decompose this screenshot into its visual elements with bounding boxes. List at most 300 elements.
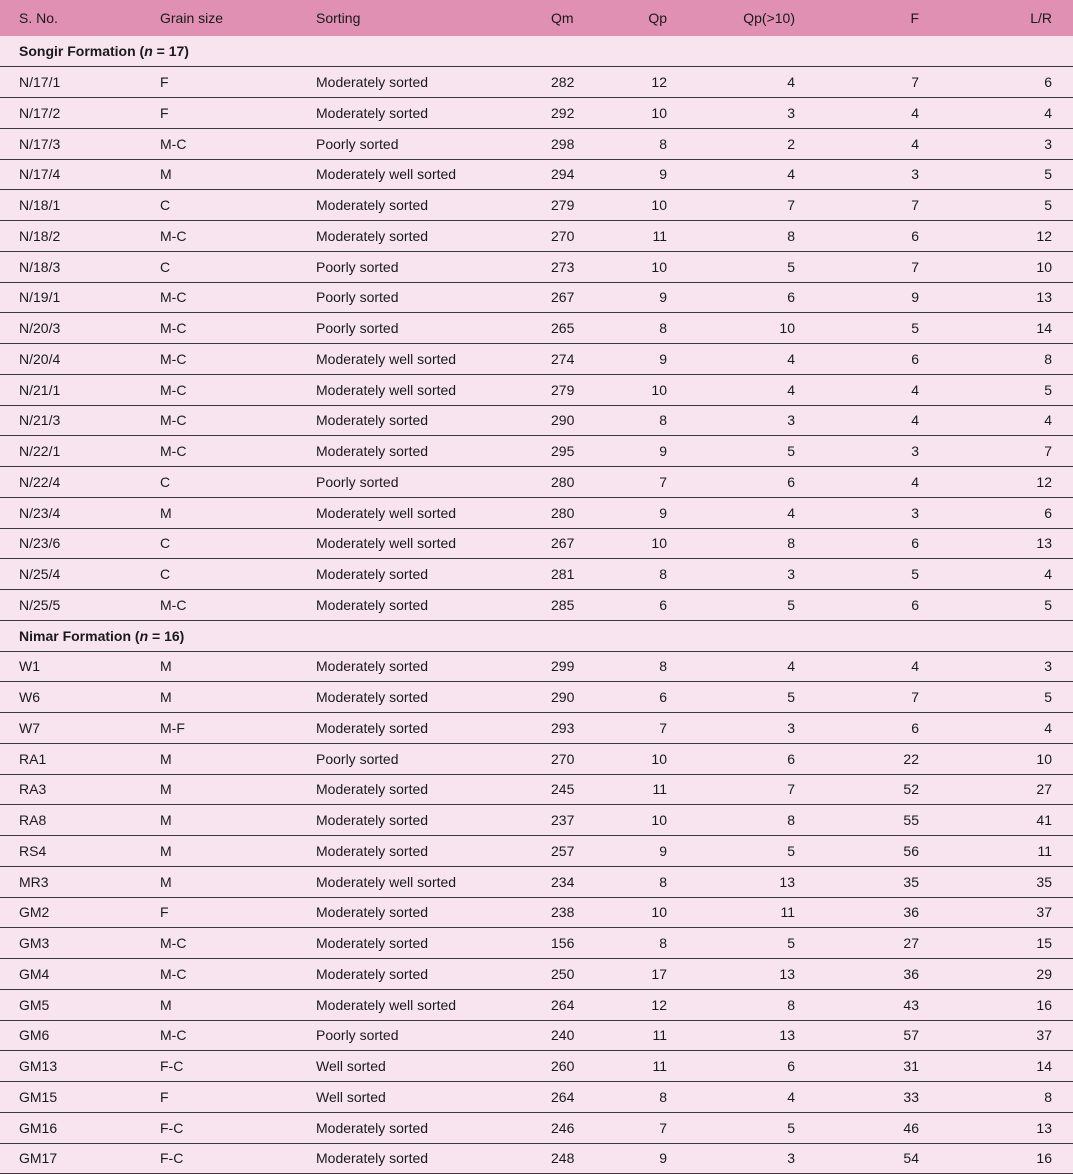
cell-sample-no: N/21/1: [0, 374, 141, 405]
cell-f: 31: [816, 1051, 940, 1082]
header-sorting: Sorting: [316, 10, 361, 26]
table-row: [0, 528, 1073, 559]
cell-qm: 298: [525, 128, 579, 159]
cell-lr: 16: [940, 1143, 1073, 1174]
cell-qp-gt10: 7: [688, 190, 816, 221]
cell-grain-size: M-C: [141, 436, 297, 467]
cell-qm: 267: [525, 282, 579, 313]
cell-lr: 4: [940, 713, 1073, 744]
cell-qm: 265: [525, 313, 579, 344]
header-sample-no: S. No.: [19, 10, 58, 26]
cell-lr: 3: [940, 651, 1073, 682]
cell-f: 36: [816, 959, 940, 990]
cell-lr: 8: [940, 1082, 1073, 1113]
cell-grain-size: M-C: [141, 405, 297, 436]
cell-f: 55: [816, 805, 940, 836]
cell-qp-gt10: 5: [688, 1112, 816, 1143]
cell-grain-size: C: [141, 190, 297, 221]
cell-grain-size: M: [141, 497, 297, 528]
cell-qp-gt10: 8: [688, 805, 816, 836]
cell-sample-no: GM3: [0, 928, 141, 959]
cell-sorting: Poorly sorted: [297, 313, 525, 344]
cell-qp: 8: [579, 128, 688, 159]
cell-f: 3: [816, 436, 940, 467]
cell-qp: 7: [579, 467, 688, 498]
cell-sample-no: N/19/1: [0, 282, 141, 313]
section-header-row: [0, 36, 1073, 67]
cell-sample-no: N/22/1: [0, 436, 141, 467]
cell-qp: 9: [579, 344, 688, 375]
cell-sorting: Well sorted: [297, 1051, 525, 1082]
cell-sorting: Moderately sorted: [297, 897, 525, 928]
cell-grain-size: M-C: [141, 313, 297, 344]
cell-grain-size: F: [141, 1082, 297, 1113]
section-n-symbol: n: [144, 43, 153, 60]
cell-lr: 11: [940, 836, 1073, 867]
table-row: [0, 251, 1073, 282]
cell-qp: 8: [579, 928, 688, 959]
cell-qp: 8: [579, 651, 688, 682]
cell-qp: 6: [579, 682, 688, 713]
cell-sample-no: GM17: [0, 1143, 141, 1174]
section-title: [0, 36, 1073, 67]
cell-qm: 257: [525, 836, 579, 867]
cell-qp-gt10: 4: [688, 651, 816, 682]
cell-sample-no: W1: [0, 651, 141, 682]
cell-sorting: Poorly sorted: [297, 743, 525, 774]
cell-qp: 8: [579, 1082, 688, 1113]
cell-sorting: Moderately sorted: [297, 1143, 525, 1174]
cell-f: 6: [816, 713, 940, 744]
cell-qm: 270: [525, 743, 579, 774]
cell-qm: 299: [525, 651, 579, 682]
cell-lr: 29: [940, 959, 1073, 990]
table-row: [0, 651, 1073, 682]
cell-sample-no: GM15: [0, 1082, 141, 1113]
cell-qp-gt10: 4: [688, 159, 816, 190]
cell-sorting: Moderately sorted: [297, 651, 525, 682]
cell-f: 27: [816, 928, 940, 959]
table-row: [0, 989, 1073, 1020]
cell-qp-gt10: 6: [688, 467, 816, 498]
cell-lr: 6: [940, 67, 1073, 98]
table-row: [0, 1082, 1073, 1113]
cell-lr: 4: [940, 98, 1073, 129]
cell-sample-no: N/23/4: [0, 497, 141, 528]
cell-qp: 9: [579, 1143, 688, 1174]
cell-sample-no: N/17/2: [0, 98, 141, 129]
cell-qp: 12: [579, 989, 688, 1020]
cell-qp-gt10: 4: [688, 1082, 816, 1113]
cell-sorting: Moderately sorted: [297, 836, 525, 867]
cell-qm: 295: [525, 436, 579, 467]
cell-qp-gt10: 6: [688, 743, 816, 774]
table-row: [0, 928, 1073, 959]
cell-qm: 281: [525, 559, 579, 590]
cell-sorting: Moderately sorted: [297, 805, 525, 836]
cell-sample-no: N/22/4: [0, 467, 141, 498]
table-row: [0, 743, 1073, 774]
cell-sorting: Moderately sorted: [297, 959, 525, 990]
cell-f: 46: [816, 1112, 940, 1143]
table-row: [0, 497, 1073, 528]
cell-sample-no: GM2: [0, 897, 141, 928]
cell-lr: 4: [940, 559, 1073, 590]
cell-f: 4: [816, 651, 940, 682]
cell-lr: 37: [940, 1020, 1073, 1051]
cell-sorting: Moderately well sorted: [297, 374, 525, 405]
table-row: [0, 1143, 1073, 1174]
cell-lr: 27: [940, 774, 1073, 805]
cell-sorting: Moderately sorted: [297, 559, 525, 590]
cell-qm: 280: [525, 497, 579, 528]
cell-sample-no: N/23/6: [0, 528, 141, 559]
cell-sample-no: GM5: [0, 989, 141, 1020]
cell-sorting: Moderately well sorted: [297, 344, 525, 375]
cell-f: 22: [816, 743, 940, 774]
cell-f: 3: [816, 159, 940, 190]
cell-qp: 10: [579, 190, 688, 221]
cell-qp-gt10: 5: [688, 836, 816, 867]
cell-sorting: Moderately sorted: [297, 436, 525, 467]
cell-f: 4: [816, 467, 940, 498]
cell-f: 56: [816, 836, 940, 867]
cell-qp-gt10: 7: [688, 774, 816, 805]
cell-lr: 7: [940, 436, 1073, 467]
header-qm: Qm: [551, 10, 574, 26]
section-count: = 16): [148, 627, 185, 644]
cell-f: 5: [816, 559, 940, 590]
table-row: [0, 713, 1073, 744]
cell-qp-gt10: 4: [688, 497, 816, 528]
cell-sample-no: W6: [0, 682, 141, 713]
cell-sample-no: N/20/3: [0, 313, 141, 344]
cell-lr: 10: [940, 251, 1073, 282]
cell-qm: 260: [525, 1051, 579, 1082]
table-row: [0, 374, 1073, 405]
cell-sorting: Moderately well sorted: [297, 989, 525, 1020]
header-f: F: [910, 10, 919, 26]
cell-sample-no: N/20/4: [0, 344, 141, 375]
cell-lr: 8: [940, 344, 1073, 375]
cell-f: 52: [816, 774, 940, 805]
cell-qp-gt10: 13: [688, 866, 816, 897]
cell-sample-no: N/25/5: [0, 590, 141, 621]
cell-f: 7: [816, 682, 940, 713]
cell-grain-size: M-C: [141, 590, 297, 621]
cell-qp: 10: [579, 374, 688, 405]
cell-qp-gt10: 3: [688, 1143, 816, 1174]
cell-qp: 10: [579, 743, 688, 774]
cell-qp: 9: [579, 497, 688, 528]
cell-qp: 12: [579, 67, 688, 98]
cell-lr: 5: [940, 159, 1073, 190]
cell-f: 3: [816, 497, 940, 528]
cell-grain-size: M: [141, 774, 297, 805]
cell-grain-size: M: [141, 682, 297, 713]
cell-lr: 13: [940, 1112, 1073, 1143]
cell-sorting: Moderately sorted: [297, 1112, 525, 1143]
cell-grain-size: C: [141, 467, 297, 498]
cell-grain-size: M: [141, 651, 297, 682]
cell-f: 6: [816, 528, 940, 559]
cell-qp-gt10: 4: [688, 67, 816, 98]
cell-f: 6: [816, 590, 940, 621]
cell-qm: 282: [525, 67, 579, 98]
cell-qm: 280: [525, 467, 579, 498]
cell-sorting: Moderately well sorted: [297, 497, 525, 528]
table-row: [0, 405, 1073, 436]
cell-qm: 270: [525, 221, 579, 252]
cell-f: 5: [816, 313, 940, 344]
cell-sample-no: RS4: [0, 836, 141, 867]
cell-qp: 9: [579, 282, 688, 313]
cell-f: 4: [816, 405, 940, 436]
cell-grain-size: M-C: [141, 282, 297, 313]
cell-qp-gt10: 3: [688, 713, 816, 744]
cell-qm: 248: [525, 1143, 579, 1174]
cell-lr: 5: [940, 374, 1073, 405]
table-row: [0, 590, 1073, 621]
cell-sample-no: W7: [0, 713, 141, 744]
header-lr: L/R: [1030, 10, 1052, 26]
cell-qp: 9: [579, 436, 688, 467]
cell-sorting: Moderately well sorted: [297, 866, 525, 897]
cell-qp-gt10: 2: [688, 128, 816, 159]
cell-qp: 9: [579, 159, 688, 190]
table-row: [0, 805, 1073, 836]
cell-f: 7: [816, 190, 940, 221]
section-name: Nimar Formation (: [19, 627, 140, 644]
cell-sorting: Moderately sorted: [297, 928, 525, 959]
table-row: [0, 159, 1073, 190]
cell-lr: 15: [940, 928, 1073, 959]
cell-qm: 237: [525, 805, 579, 836]
header-qp-gt10: Qp(>10): [743, 10, 795, 26]
cell-sample-no: RA3: [0, 774, 141, 805]
cell-sample-no: N/18/1: [0, 190, 141, 221]
cell-sorting: Poorly sorted: [297, 251, 525, 282]
cell-grain-size: C: [141, 559, 297, 590]
cell-grain-size: C: [141, 251, 297, 282]
cell-grain-size: F: [141, 67, 297, 98]
cell-qp: 10: [579, 805, 688, 836]
section-name: Songir Formation (: [19, 43, 145, 60]
cell-sorting: Poorly sorted: [297, 282, 525, 313]
cell-qp-gt10: 3: [688, 98, 816, 129]
cell-qm: 238: [525, 897, 579, 928]
cell-sorting: Moderately sorted: [297, 67, 525, 98]
cell-grain-size: M-C: [141, 344, 297, 375]
cell-f: 33: [816, 1082, 940, 1113]
cell-qp: 11: [579, 1051, 688, 1082]
cell-lr: 12: [940, 467, 1073, 498]
cell-sample-no: N/17/3: [0, 128, 141, 159]
cell-qm: 264: [525, 989, 579, 1020]
cell-f: 9: [816, 282, 940, 313]
cell-f: 6: [816, 344, 940, 375]
cell-qm: 285: [525, 590, 579, 621]
cell-qp-gt10: 8: [688, 528, 816, 559]
cell-qm: 264: [525, 1082, 579, 1113]
cell-sample-no: GM13: [0, 1051, 141, 1082]
section-count: = 17): [152, 43, 189, 60]
cell-lr: 4: [940, 405, 1073, 436]
section-header-row: [0, 620, 1073, 651]
cell-lr: 13: [940, 528, 1073, 559]
table-row: [0, 836, 1073, 867]
cell-lr: 5: [940, 590, 1073, 621]
cell-qp: 11: [579, 221, 688, 252]
cell-f: 57: [816, 1020, 940, 1051]
cell-qp-gt10: 5: [688, 251, 816, 282]
table-row: [0, 959, 1073, 990]
table-row: [0, 866, 1073, 897]
cell-qp: 10: [579, 251, 688, 282]
cell-grain-size: M-C: [141, 221, 297, 252]
cell-sorting: Moderately sorted: [297, 221, 525, 252]
cell-qp: 10: [579, 528, 688, 559]
table-row: [0, 313, 1073, 344]
table-row: [0, 344, 1073, 375]
cell-f: 7: [816, 67, 940, 98]
header-grain-size: Grain size: [160, 10, 224, 26]
cell-qm: 274: [525, 344, 579, 375]
cell-qp: 7: [579, 713, 688, 744]
table-row: [0, 682, 1073, 713]
cell-qp-gt10: 5: [688, 590, 816, 621]
cell-grain-size: M-C: [141, 1020, 297, 1051]
cell-sorting: Well sorted: [297, 1082, 525, 1113]
cell-sample-no: RA1: [0, 743, 141, 774]
cell-sample-no: GM4: [0, 959, 141, 990]
cell-qp-gt10: 5: [688, 436, 816, 467]
table-row: [0, 897, 1073, 928]
cell-qm: 293: [525, 713, 579, 744]
cell-sample-no: N/18/2: [0, 221, 141, 252]
cell-f: 7: [816, 251, 940, 282]
cell-qp-gt10: 3: [688, 405, 816, 436]
cell-grain-size: F-C: [141, 1051, 297, 1082]
cell-lr: 14: [940, 1051, 1073, 1082]
cell-sample-no: N/17/1: [0, 67, 141, 98]
cell-lr: 5: [940, 682, 1073, 713]
cell-lr: 3: [940, 128, 1073, 159]
cell-grain-size: M: [141, 743, 297, 774]
table-row: [0, 282, 1073, 313]
cell-f: 4: [816, 128, 940, 159]
cell-sorting: Moderately sorted: [297, 405, 525, 436]
cell-qm: 290: [525, 405, 579, 436]
section-n-symbol: n: [139, 627, 149, 644]
cell-qp-gt10: 8: [688, 221, 816, 252]
cell-lr: 16: [940, 989, 1073, 1020]
cell-sample-no: GM6: [0, 1020, 141, 1051]
cell-grain-size: M: [141, 159, 297, 190]
cell-f: 4: [816, 98, 940, 129]
cell-sample-no: GM16: [0, 1112, 141, 1143]
cell-lr: 13: [940, 282, 1073, 313]
cell-qp: 8: [579, 559, 688, 590]
cell-sorting: Moderately sorted: [297, 590, 525, 621]
cell-qp-gt10: 5: [688, 682, 816, 713]
cell-qp-gt10: 5: [688, 928, 816, 959]
cell-qp: 10: [579, 98, 688, 129]
cell-qp: 10: [579, 897, 688, 928]
cell-qm: 292: [525, 98, 579, 129]
cell-grain-size: M-F: [141, 713, 297, 744]
cell-qm: 279: [525, 374, 579, 405]
cell-sorting: Moderately sorted: [297, 774, 525, 805]
cell-grain-size: M: [141, 866, 297, 897]
cell-f: 43: [816, 989, 940, 1020]
cell-grain-size: C: [141, 528, 297, 559]
cell-qm: 240: [525, 1020, 579, 1051]
cell-f: 6: [816, 221, 940, 252]
cell-sorting: Poorly sorted: [297, 128, 525, 159]
cell-sorting: Moderately well sorted: [297, 528, 525, 559]
cell-sorting: Moderately sorted: [297, 190, 525, 221]
header-qp: Qp: [648, 10, 667, 26]
header-row: [0, 0, 1073, 36]
cell-sample-no: N/21/3: [0, 405, 141, 436]
cell-sorting: Moderately sorted: [297, 682, 525, 713]
cell-lr: 6: [940, 497, 1073, 528]
cell-lr: 10: [940, 743, 1073, 774]
cell-grain-size: M-C: [141, 374, 297, 405]
cell-lr: 41: [940, 805, 1073, 836]
table-row: [0, 98, 1073, 129]
table-row: [0, 1051, 1073, 1082]
cell-grain-size: M: [141, 836, 297, 867]
cell-lr: 12: [940, 221, 1073, 252]
cell-lr: 37: [940, 897, 1073, 928]
cell-qm: 234: [525, 866, 579, 897]
cell-qp-gt10: 4: [688, 344, 816, 375]
cell-qp: 11: [579, 774, 688, 805]
cell-sorting: Poorly sorted: [297, 467, 525, 498]
table-row: [0, 559, 1073, 590]
cell-grain-size: M: [141, 989, 297, 1020]
cell-qp-gt10: 4: [688, 374, 816, 405]
cell-qp-gt10: 8: [688, 989, 816, 1020]
cell-qp-gt10: 13: [688, 1020, 816, 1051]
cell-qm: 246: [525, 1112, 579, 1143]
table-body: [0, 36, 1073, 1174]
cell-qp: 8: [579, 405, 688, 436]
table-row: [0, 221, 1073, 252]
cell-qp-gt10: 10: [688, 313, 816, 344]
cell-qp: 8: [579, 313, 688, 344]
cell-f: 36: [816, 897, 940, 928]
cell-f: 35: [816, 866, 940, 897]
cell-grain-size: F: [141, 98, 297, 129]
cell-qp-gt10: 13: [688, 959, 816, 990]
table-row: [0, 1112, 1073, 1143]
cell-sample-no: MR3: [0, 866, 141, 897]
cell-qp-gt10: 6: [688, 282, 816, 313]
cell-grain-size: M-C: [141, 928, 297, 959]
cell-qp-gt10: 3: [688, 559, 816, 590]
cell-qm: 273: [525, 251, 579, 282]
table-row: [0, 774, 1073, 805]
cell-f: 4: [816, 374, 940, 405]
table-header: [0, 0, 1073, 36]
table-row: [0, 1020, 1073, 1051]
cell-qm: 290: [525, 682, 579, 713]
cell-sample-no: N/18/3: [0, 251, 141, 282]
cell-sorting: Moderately sorted: [297, 713, 525, 744]
